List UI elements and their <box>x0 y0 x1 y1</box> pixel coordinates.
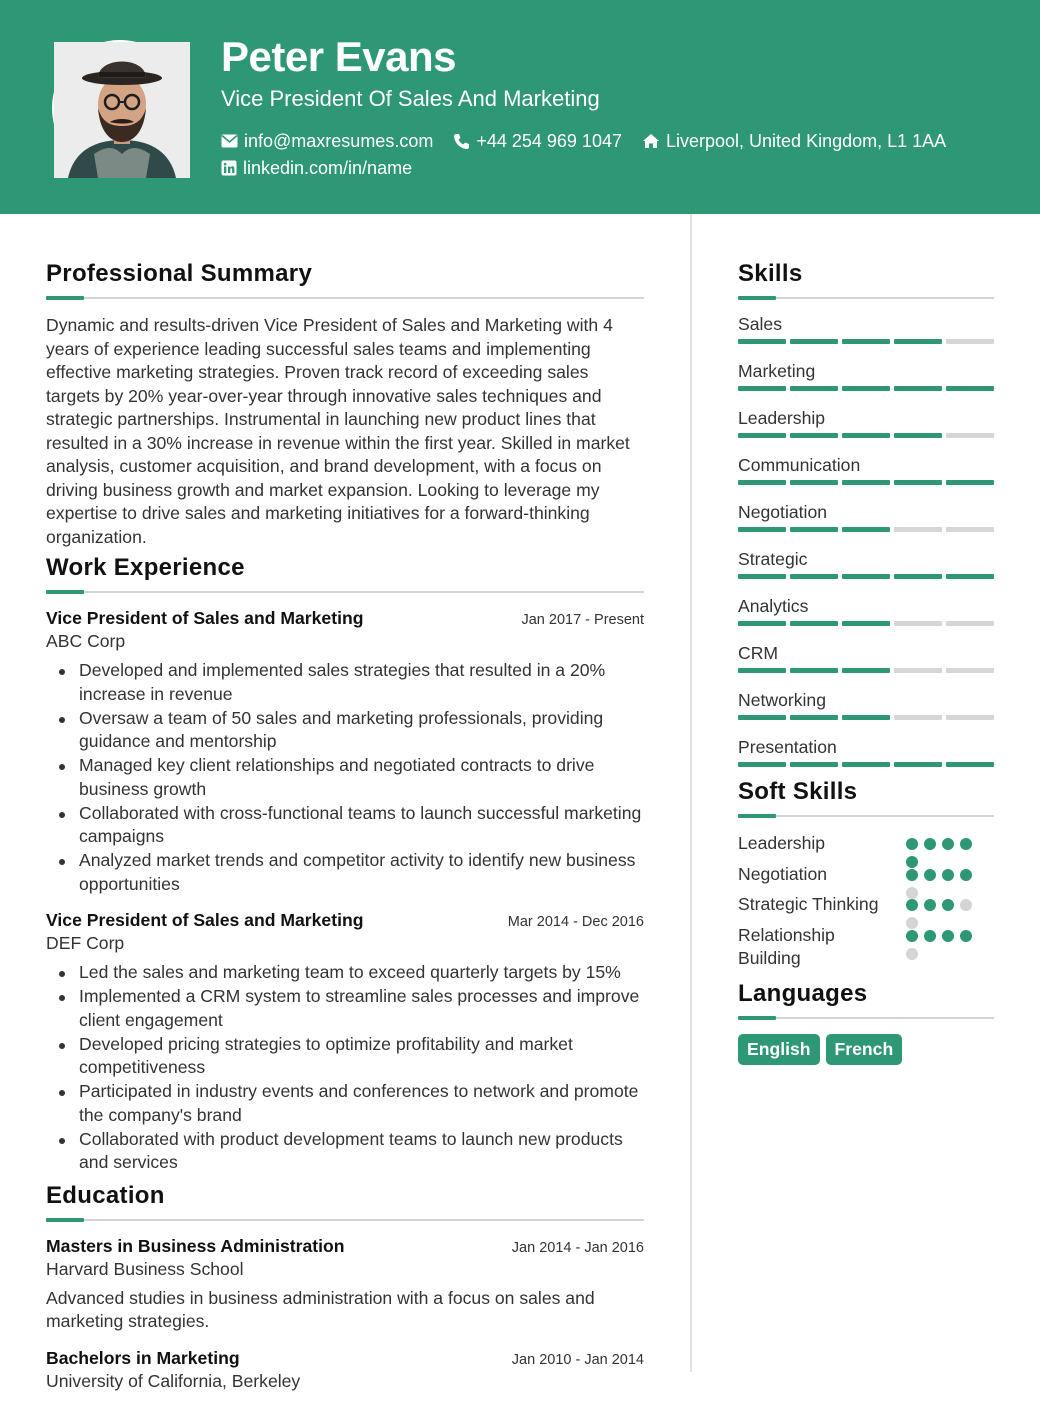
rating-dot <box>942 899 954 911</box>
skill-level-bar <box>738 668 994 674</box>
skill-level-segment <box>842 386 890 391</box>
skill-level-segment <box>738 386 786 391</box>
skills-list <box>738 314 994 768</box>
person-avatar-icon <box>54 42 190 178</box>
skill-level-bar <box>738 527 994 533</box>
soft-skills-section <box>738 776 994 971</box>
main-column <box>46 258 644 1407</box>
phone-text: +44 254 969 1047 <box>476 130 622 151</box>
skill-level-segment <box>894 433 942 438</box>
skill-item <box>738 502 994 533</box>
section-divider <box>738 297 994 299</box>
skill-level-segment <box>946 762 994 767</box>
section-divider <box>738 1017 994 1019</box>
skill-level-bar <box>738 433 994 439</box>
skill-item <box>738 643 994 674</box>
language-badge: English <box>738 1034 820 1065</box>
skill-level-segment <box>894 621 942 626</box>
skill-level-segment <box>894 762 942 767</box>
phone-icon <box>453 133 470 150</box>
envelope-icon <box>221 134 238 148</box>
rating-dot <box>924 899 936 911</box>
soft-skill-name: Strategic Thinking <box>738 894 879 914</box>
job-title: Vice President of Sales and Marketing <box>46 608 364 628</box>
education-description: Advanced studies in business administration with a focus on sales and marketing strategies. <box>46 1287 595 1331</box>
section-divider <box>46 1219 644 1221</box>
job-bullets <box>46 659 644 896</box>
skill-level-segment <box>790 433 838 438</box>
job-entry <box>46 910 644 1175</box>
job-title: Vice President of Sales and Marketing <box>46 910 364 930</box>
contact-info <box>221 128 1021 182</box>
skill-level-segment <box>738 527 786 532</box>
column-divider <box>690 214 692 1372</box>
skill-level-segment <box>946 339 994 344</box>
skill-level-bar <box>738 762 994 768</box>
location-contact <box>642 131 946 152</box>
skill-level-segment <box>946 574 994 579</box>
rating-dot <box>960 869 972 881</box>
skill-level-bar <box>738 386 994 392</box>
education-date: Jan 2010 - Jan 2014 <box>511 1351 644 1368</box>
skill-item <box>738 549 994 580</box>
job-bullet: Collaborated with cross-functional teams to launch successful marketing campaigns <box>46 802 644 849</box>
location-text: Liverpool, United Kingdom, L1 1AA <box>665 130 947 151</box>
degree-title: Masters in Business Administration <box>46 1235 345 1256</box>
summary-heading: Professional Summary <box>46 260 313 287</box>
skill-level-segment <box>842 433 890 438</box>
skill-level-segment <box>790 668 838 673</box>
job-bullets <box>46 961 644 1175</box>
skill-name: Networking <box>738 690 827 710</box>
job-bullet: Managed key client relationships and negotiated contracts to drive business growth <box>46 754 644 801</box>
rating-dot <box>924 869 936 881</box>
skill-level-bar <box>738 621 994 627</box>
email-text: info@maxresumes.com <box>244 130 434 151</box>
skill-name: Presentation <box>738 737 837 757</box>
skill-level-segment <box>946 527 994 532</box>
skill-level-segment <box>946 621 994 626</box>
rating-dot <box>942 838 954 850</box>
experience-heading: Work Experience <box>46 554 245 581</box>
education-date: Jan 2014 - Jan 2016 <box>511 1239 644 1256</box>
skill-level-segment <box>790 480 838 485</box>
skill-level-segment <box>842 621 890 626</box>
skills-section <box>738 258 994 768</box>
skill-level-segment <box>842 527 890 532</box>
skill-level-segment <box>842 339 890 344</box>
soft-skill-item <box>738 893 994 917</box>
skill-level-segment <box>946 386 994 391</box>
skill-item <box>738 361 994 392</box>
skill-level-segment <box>842 574 890 579</box>
linkedin-icon <box>221 160 237 176</box>
education-header <box>46 1348 644 1369</box>
soft-skills-heading: Soft Skills <box>738 778 858 805</box>
skill-item <box>738 596 994 627</box>
skill-level-segment <box>946 433 994 438</box>
skill-item <box>738 690 994 721</box>
skill-level-segment <box>894 386 942 391</box>
rating-dot <box>960 930 972 942</box>
section-divider <box>738 815 994 817</box>
job-date: Jan 2017 - Present <box>521 612 644 628</box>
job-company: DEF Corp <box>46 933 125 953</box>
skill-level-segment <box>738 715 786 720</box>
skill-level-segment <box>842 762 890 767</box>
skill-level-segment <box>842 715 890 720</box>
resume-header <box>0 0 1040 214</box>
job-bullet: Participated in industry events and conferences to network and promote the company's brand <box>46 1080 644 1127</box>
summary-section <box>46 258 644 549</box>
skill-level-segment <box>790 527 838 532</box>
skill-level-segment <box>842 668 890 673</box>
education-entry <box>46 1236 644 1334</box>
education-header <box>46 1236 644 1257</box>
school-name: University of California, Berkeley <box>46 1370 301 1391</box>
skill-item <box>738 408 994 439</box>
section-divider <box>46 591 644 593</box>
skill-level-bar <box>738 715 994 721</box>
skill-level-segment <box>738 339 786 344</box>
languages-section <box>738 978 994 1065</box>
education-heading: Education <box>46 1181 165 1209</box>
job-header <box>46 608 644 629</box>
skill-level-segment <box>946 480 994 485</box>
skill-name: Negotiation <box>738 502 828 522</box>
skill-level-segment <box>738 433 786 438</box>
job-company: ABC Corp <box>46 631 126 651</box>
skill-level-segment <box>738 574 786 579</box>
job-bullet: Led the sales and marketing team to exceed quarterly targets by 15% <box>46 961 644 985</box>
language-list <box>738 1034 994 1065</box>
skill-name: Marketing <box>738 361 816 381</box>
rating-dot <box>960 838 972 850</box>
job-bullet: Collaborated with product development teams to launch new products and services <box>46 1128 644 1175</box>
skill-level-segment <box>738 621 786 626</box>
phone-contact[interactable] <box>453 131 622 152</box>
job-bullet: Analyzed market trends and competitor activity to identify new business opportunities <box>46 849 644 896</box>
job-bullet: Developed pricing strategies to optimize profitability and market competitiveness <box>46 1033 644 1080</box>
skill-level-segment <box>790 574 838 579</box>
skill-name: Leadership <box>738 408 826 428</box>
school-name: Harvard Business School <box>46 1258 244 1279</box>
skills-heading: Skills <box>738 260 803 287</box>
education-entry <box>46 1348 644 1393</box>
home-icon <box>642 133 660 149</box>
education-list <box>46 1236 644 1393</box>
skill-level-bar <box>738 480 994 486</box>
skill-level-segment <box>894 668 942 673</box>
job-bullet: Developed and implemented sales strategies that resulted in a 20% increase in revenue <box>46 659 644 706</box>
soft-skill-rating <box>906 924 986 960</box>
skill-level-segment <box>894 715 942 720</box>
rating-dot <box>942 869 954 881</box>
linkedin-text: linkedin.com/in/name <box>243 157 413 178</box>
skill-name: CRM <box>738 643 779 663</box>
rating-dot <box>924 930 936 942</box>
skill-name: Sales <box>738 314 783 334</box>
skill-level-segment <box>790 715 838 720</box>
soft-skill-item <box>738 863 994 887</box>
skill-level-segment <box>946 715 994 720</box>
section-divider <box>46 297 644 299</box>
rating-dot <box>960 899 972 911</box>
rating-dot <box>906 838 918 850</box>
candidate-title: Vice President Of Sales And Marketing <box>221 86 600 111</box>
rating-dot <box>924 838 936 850</box>
skill-level-segment <box>738 480 786 485</box>
profile-photo <box>52 40 188 176</box>
rating-dot <box>906 869 918 881</box>
skill-name: Strategic <box>738 549 808 569</box>
skill-name: Communication <box>738 455 861 475</box>
job-list <box>46 608 644 1175</box>
skill-level-segment <box>894 480 942 485</box>
email-contact[interactable] <box>221 131 433 152</box>
skill-level-segment <box>894 339 942 344</box>
side-column <box>738 258 994 1065</box>
job-date: Mar 2014 - Dec 2016 <box>507 914 644 930</box>
degree-title: Bachelors in Marketing <box>46 1347 240 1368</box>
rating-dot <box>942 930 954 942</box>
skill-level-segment <box>894 574 942 579</box>
skill-level-segment <box>790 386 838 391</box>
job-entry <box>46 608 644 896</box>
skill-level-segment <box>790 621 838 626</box>
skill-level-segment <box>946 668 994 673</box>
skill-level-segment <box>842 480 890 485</box>
summary-text: Dynamic and results-driven Vice President of Sales and Marketing with 4 years of experience leading successful sales teams and implementing effective marketing strategies. Proven track record of exceeding sales targets by 20% year-over-year through innovative sales techniques and strategic partnerships. Instrumental in launching new product lines that resulted in a 30% increase in revenue within the first year. Skilled in market analysis, customer acquisition, and brand development, with a focus on driving business growth and market expansion. Looking to leverage my expertise to drive sales and marketing initiatives for a forward-thinking organization. <box>46 315 630 547</box>
skill-level-segment <box>894 527 942 532</box>
skill-item <box>738 314 994 345</box>
soft-skill-item <box>738 832 994 856</box>
skill-level-segment <box>790 339 838 344</box>
rating-dot <box>906 948 918 960</box>
candidate-name: Peter Evans <box>221 33 456 80</box>
linkedin-contact[interactable] <box>221 158 412 179</box>
job-header <box>46 910 644 931</box>
language-badge: French <box>826 1034 903 1065</box>
soft-skill-item <box>738 924 994 971</box>
education-section <box>46 1180 644 1393</box>
job-bullet: Implemented a CRM system to streamline sales processes and improve client engagement <box>46 985 644 1032</box>
skill-level-bar <box>738 339 994 345</box>
skill-name: Analytics <box>738 596 809 616</box>
skill-level-segment <box>738 762 786 767</box>
skill-item <box>738 737 994 768</box>
languages-heading: Languages <box>738 979 868 1007</box>
soft-skill-name: Leadership <box>738 833 826 853</box>
skill-level-segment <box>738 668 786 673</box>
experience-section <box>46 552 644 1175</box>
rating-dot <box>906 930 918 942</box>
job-bullet: Oversaw a team of 50 sales and marketing professionals, providing guidance and mentorship <box>46 707 644 754</box>
skill-item <box>738 455 994 486</box>
soft-skill-name: Negotiation <box>738 863 828 884</box>
rating-dot <box>906 899 918 911</box>
skill-level-segment <box>790 762 838 767</box>
soft-skill-name: Relationship Building <box>738 924 835 968</box>
skill-level-bar <box>738 574 994 580</box>
soft-skills-list <box>738 832 994 971</box>
